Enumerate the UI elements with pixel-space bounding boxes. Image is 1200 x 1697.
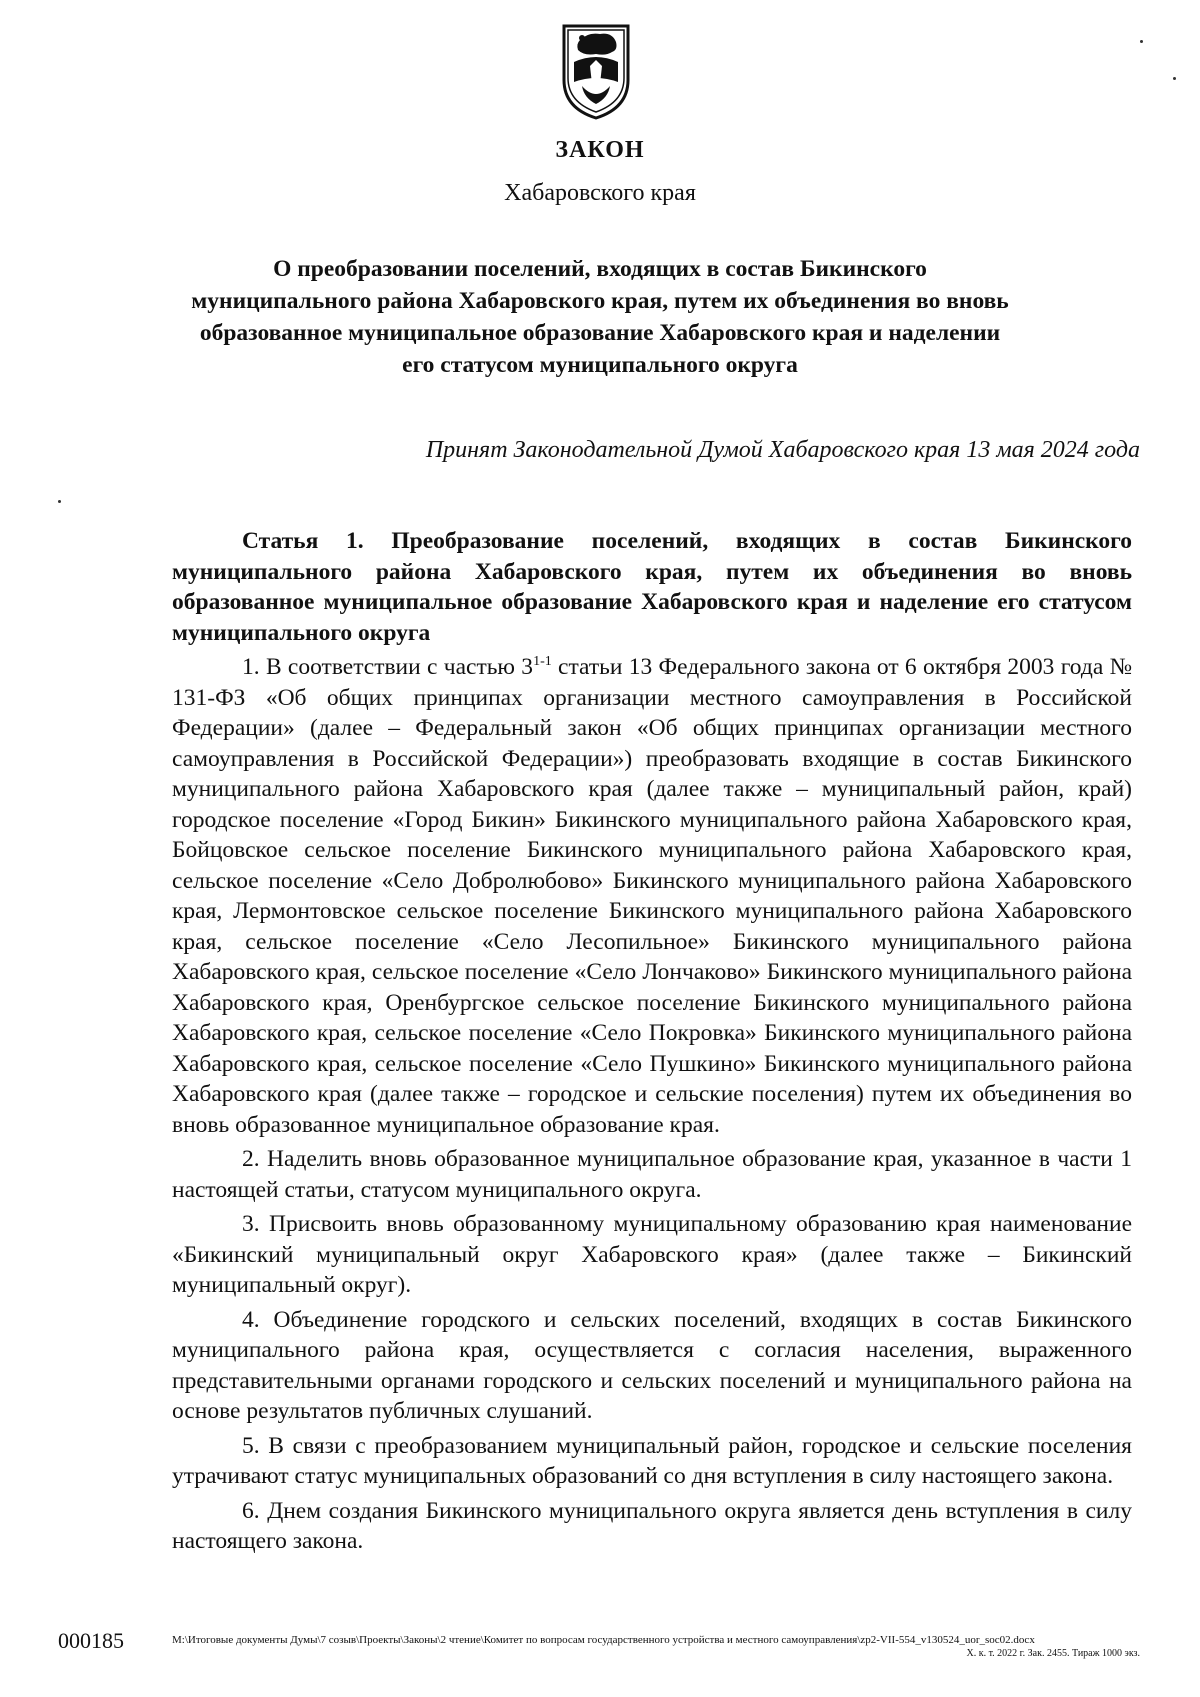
article-1 <box>172 526 1132 1561</box>
paragraph-5: 5. В связи с преобразованием муниципальный район, городское и сельские поселения утрачивают статус муниципальных образований со дня вступления в силу настоящего закона. <box>172 1432 1132 1489</box>
paragraph-1-rest: статьи 13 Федерального закона от 6 октября 2003 года № 131-ФЗ «Об общих принципах организации местного самоуправления в Российской Федерации» (далее – Федеральный закон «Об общих принципах организации местного самоуправления в Российской Федерации») преобразовать входящие в состав Бикинского муниципального района Хабаровского края (далее также – муниципальный район, край) городское поселение «Город Бикин» Бикинского муниципального района Хабаровского края, Бойцовское сельское поселение Бикинского муниципального района Хабаровского края, сельское поселение «Село Добролюбово» Бикинского муниципального района Хабаровского края, Лермонтовское сельское поселение Бикинского муниципального района Хабаровского края, сельское поселение «Село Лесопильное» Бикинского муниципального района Хабаровского края, сельское поселение «Село Лончаково» Бикинского муниципального района Хабаровского края, Оренбургское сельское поселение Бикинского муниципального района Хабаровского края, сельское поселение «Село Покровка» Бикинского муниципального района Хабаровского края, сельское поселение «Село Пушкино» Бикинского муниципального района Хабаровского края (далее также – городское и сельские поселения) путем их объединения во вновь образованное муниципальное образование края. <box>172 654 1132 1138</box>
law-title: О преобразовании поселений, входящих в состав Бикинского муниципального района Хабаровского края, путем их объединения во вновь образованное муниципальное образование Хабаровского края и наделении его статусом муниципального округа <box>191 256 1009 378</box>
scan-speck <box>58 500 61 503</box>
scan-speck <box>1173 77 1176 80</box>
paragraph-1-start: 1. В соответствии с частью 3 <box>242 654 534 680</box>
coat-of-arms-icon <box>560 22 632 122</box>
document-region: Хабаровского края <box>504 180 696 206</box>
paragraph-3: 3. Присвоить вновь образованному муниципальному образованию края наименование «Бикинский муниципальный округ Хабаровского края» (далее также – Бикинский муниципальный округ). <box>172 1211 1132 1298</box>
adoption-note: Принят Законодательной Думой Хабаровского края 13 мая 2024 года <box>425 437 1140 463</box>
document-type: ЗАКОН <box>555 137 645 163</box>
paragraph-2: 2. Наделить вновь образованное муниципальное образование края, указанное в части 1 настоящей статьи, статусом муниципального округа. <box>172 1146 1132 1203</box>
file-path: М:\Итоговые документы Думы\7 созыв\Проекты\Законы\2 чтение\Комитет по вопросам государственного устройства и местного самоуправления\zp2-VII-554_v130524_uor_soc02.docx <box>172 1634 1035 1646</box>
paragraph-1 <box>172 652 1132 1140</box>
document-number: 000185 <box>58 1628 124 1653</box>
paragraph-6: 6. Днем создания Бикинского муниципального округа является день вступления в силу настоящего закона. <box>172 1497 1132 1554</box>
scan-speck <box>1140 40 1143 43</box>
paragraph-1-superscript: 1-1 <box>533 654 552 670</box>
paragraph-4: 4. Объединение городского и сельских поселений, входящих в состав Бикинского муниципального района края, осуществляется с согласия населения, выраженного представительными органами городского и сельских поселений и муниципального района на основе результатов публичных слушаний. <box>172 1306 1132 1424</box>
print-info: Х. к. т. 2022 г. Зак. 2455. Тираж 1000 экз. <box>966 1648 1140 1659</box>
article-heading: Статья 1. Преобразование поселений, входящих в состав Бикинского муниципального района Хабаровского края, путем их объединения во вновь образованное муниципальное образование Хабаровского края и наделение его статусом муниципального округа <box>172 528 1132 646</box>
